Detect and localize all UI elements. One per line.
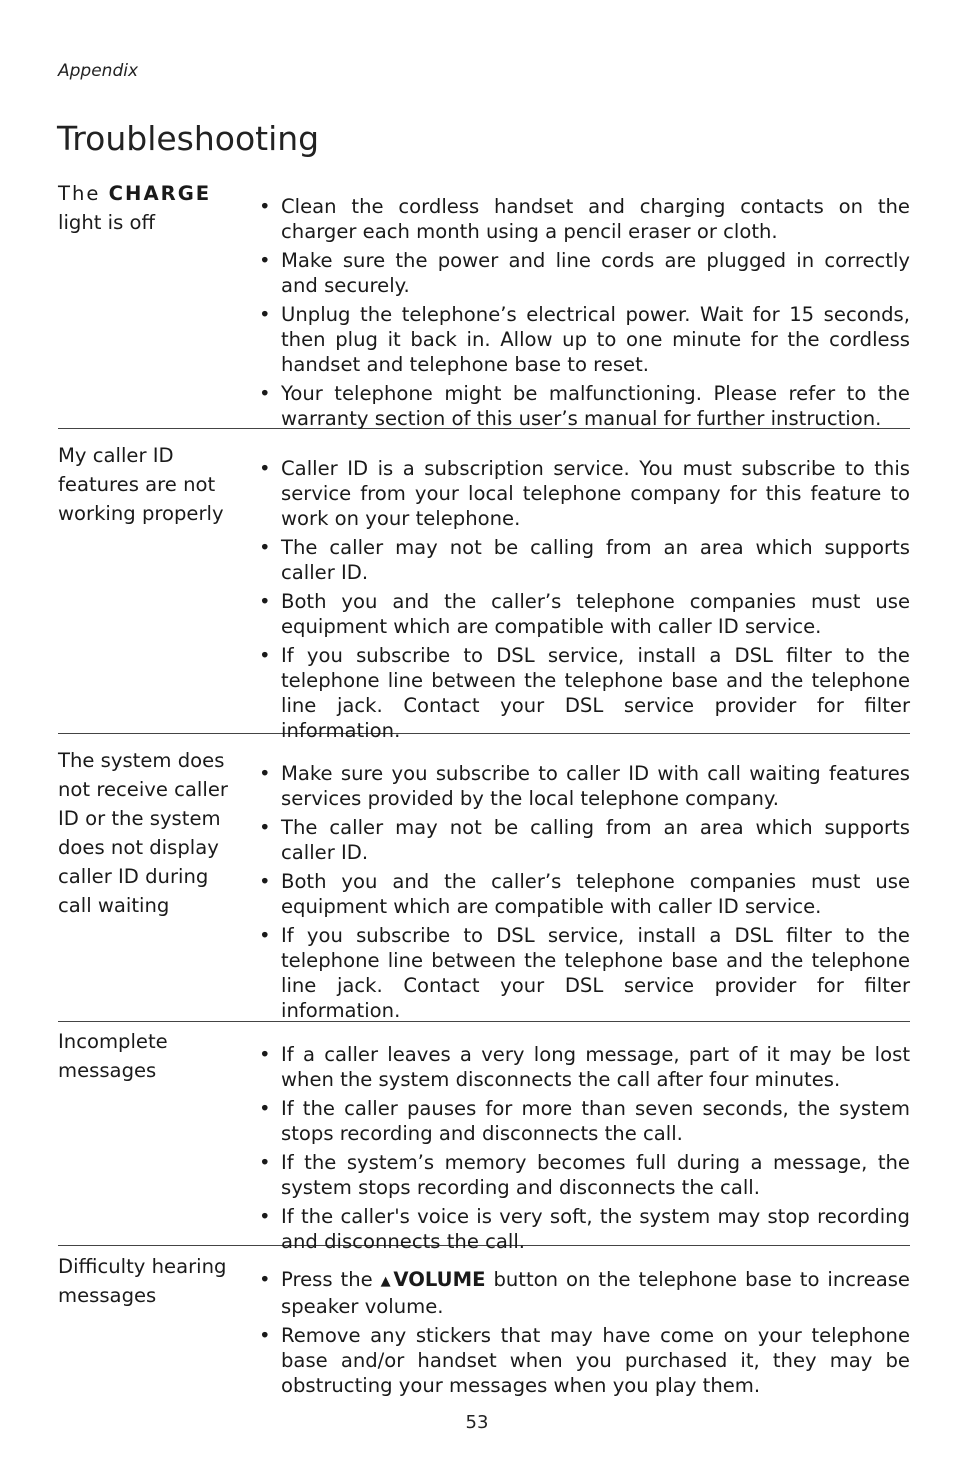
table-row <box>58 1022 910 1253</box>
list-item: • Unplug the telephone’s electrical power. Wait for 15 seconds, then plug it back in. Allow up to one minute for the cordless handset and telephone base to reset. <box>255 302 910 377</box>
list-item: • If the system’s memory becomes full during a message, the system stops recording and disconnects the call. <box>255 1150 910 1200</box>
charge-term: CHARGE <box>108 182 212 205</box>
list-item: • Clean the cordless handset and charging contacts on the charger each month using a pencil eraser or cloth. <box>255 194 910 244</box>
list-item: • Your telephone might be malfunctioning. Please refer to the warranty section of this user’s manual for further instruction. <box>255 381 910 431</box>
list-item: • If you subscribe to DSL service, install a DSL filter to the telephone line between the telephone base and the telephone line jack. Contact your DSL service provider for filter information. <box>255 643 910 743</box>
problem-cell: My caller ID features are not working properly <box>58 444 224 525</box>
table-row <box>58 734 910 1022</box>
list-item: • Press the ▲︎VOLUME button on the telephone base to increase speaker volume. <box>255 1267 910 1319</box>
problem-cell: Incomplete messages <box>58 1030 168 1082</box>
list-item: • The caller may not be calling from an area which supports caller ID. <box>255 815 910 865</box>
list-item: • If you subscribe to DSL service, install a DSL filter to the telephone line between the telephone base and the telephone line jack. Contact your DSL service provider for filter information. <box>255 923 910 1023</box>
list-item: • Remove any stickers that may have come on your telephone base and/or handset when you purchased it, they may be obstructing your messages when you play them. <box>255 1323 910 1398</box>
list-item: • If a caller leaves a very long message, part of it may be lost when the system disconnects the call after four minutes. <box>255 1042 910 1092</box>
solution-list <box>255 761 910 1022</box>
solution-list <box>255 456 910 742</box>
page-number: 53 <box>465 1412 489 1433</box>
problem-cell: The CHARGE light is off <box>58 182 212 234</box>
volume-up-down-icon: ▲︎ <box>380 1274 393 1289</box>
list-item: • Both you and the caller’s telephone companies must use equipment which are compatible with caller ID service. <box>255 589 910 639</box>
volume-button-term: VOLUME <box>393 1268 486 1291</box>
problem-cell: Difficulty hearing messages <box>58 1255 227 1307</box>
solution-list <box>255 194 910 430</box>
page-title: Troubleshooting <box>57 119 320 158</box>
list-item: • Make sure you subscribe to caller ID with call waiting features services provided by the local telephone company. <box>255 761 910 811</box>
list-item: • If the caller pauses for more than seven seconds, the system stops recording and disconnects the call. <box>255 1096 910 1146</box>
section-label: Appendix <box>58 61 139 81</box>
table-row <box>58 178 910 429</box>
troubleshooting-table <box>58 178 910 1418</box>
table-row <box>58 1246 910 1418</box>
solution-list <box>255 1267 910 1402</box>
table-row <box>58 429 910 742</box>
list-item: • The caller may not be calling from an area which supports caller ID. <box>255 535 910 585</box>
list-item: • Make sure the power and line cords are plugged in correctly and securely. <box>255 248 910 298</box>
solution-list <box>255 1042 910 1253</box>
list-item: • If the caller's voice is very soft, the system may stop recording and disconnects the call. <box>255 1204 910 1254</box>
problem-cell: The system does not receive caller ID or the system does not display caller ID during call waiting <box>58 749 228 917</box>
list-item: • Caller ID is a subscription service. You must subscribe to this service from your local telephone company for this feature to work on your telephone. <box>255 456 910 531</box>
list-item: • Both you and the caller’s telephone companies must use equipment which are compatible with caller ID service. <box>255 869 910 919</box>
